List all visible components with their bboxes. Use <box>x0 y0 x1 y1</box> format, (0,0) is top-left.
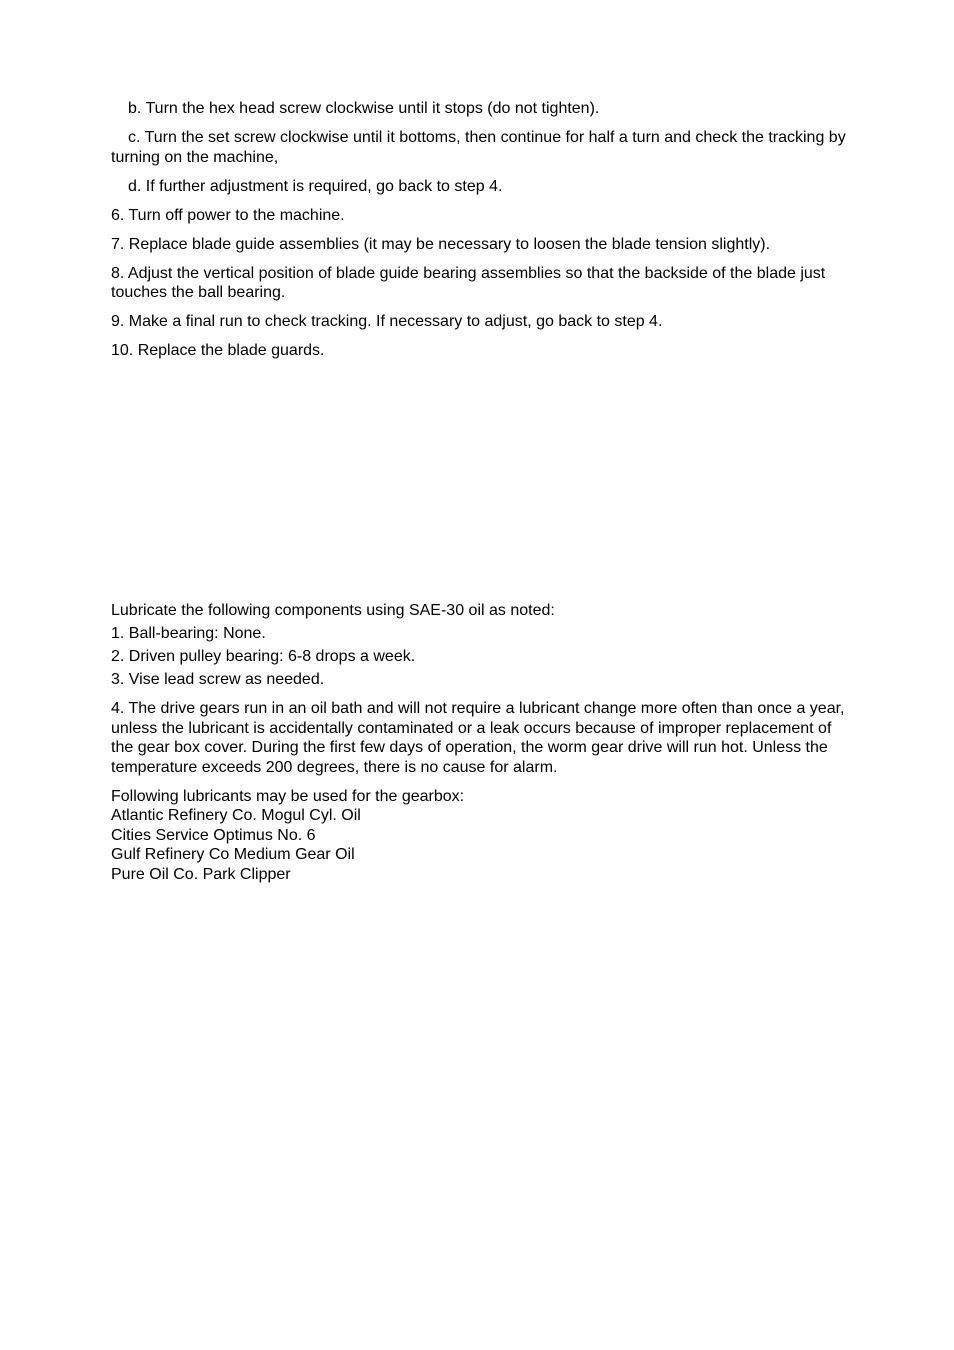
lubrication-item-1: 1. Ball-bearing: None. <box>111 625 266 642</box>
substep-c: c. Turn the set screw clockwise until it bottoms, then continue for half a turn and check the tracking by turning on the machine, <box>111 129 846 166</box>
lubrication-intro: Lubricate the following components using SAE-30 oil as noted: <box>111 602 555 619</box>
step-7: 7. Replace blade guide assemblies (it may be necessary to loosen the blade tension slightly). <box>111 235 771 253</box>
blade-tracking-adjustment-section <box>111 99 851 370</box>
drive-gears-note: 4. The drive gears run in an oil bath and will not require a lubricant change more often than once a year, unless the lubricant is accidentally contaminated or a leak occurs because of improper replacement of the gear box cover. During the first few days of operation, the worm gear drive will run hot. Unless the temperature exceeds 200 degrees, there is no cause for alarm. <box>111 700 845 776</box>
substep-d: d. If further adjustment is required, go back to step 4. <box>128 177 503 195</box>
gearbox-lubricants-list <box>111 787 851 885</box>
lubrication-item-3: 3. Vise lead screw as needed. <box>111 671 325 688</box>
substep-b: b. Turn the hex head screw clockwise until it stops (do not tighten). <box>128 100 600 117</box>
gearbox-lubricant-item: Gulf Refinery Co Medium Gear Oil <box>111 846 355 863</box>
step-10: 10. Replace the blade guards. <box>111 342 325 359</box>
lubrication-section <box>111 601 851 884</box>
gearbox-lubricant-item: Atlantic Refinery Co. Mogul Cyl. Oil <box>111 807 361 824</box>
step-6: 6. Turn off power to the machine. <box>111 206 345 224</box>
gearbox-lubricants-heading: Following lubricants may be used for the gearbox: <box>111 787 465 805</box>
lubrication-item-2: 2. Driven pulley bearing: 6-8 drops a week. <box>111 648 416 665</box>
step-9: 9. Make a final run to check tracking. If necessary to adjust, go back to step 4. <box>111 313 663 330</box>
gearbox-lubricant-item: Cities Service Optimus No. 6 <box>111 826 316 844</box>
gearbox-lubricant-item: Pure Oil Co. Park Clipper <box>111 865 291 883</box>
step-8: 8. Adjust the vertical position of blade guide bearing assemblies so that the backside of the blade just touches the ball bearing. <box>111 264 826 301</box>
